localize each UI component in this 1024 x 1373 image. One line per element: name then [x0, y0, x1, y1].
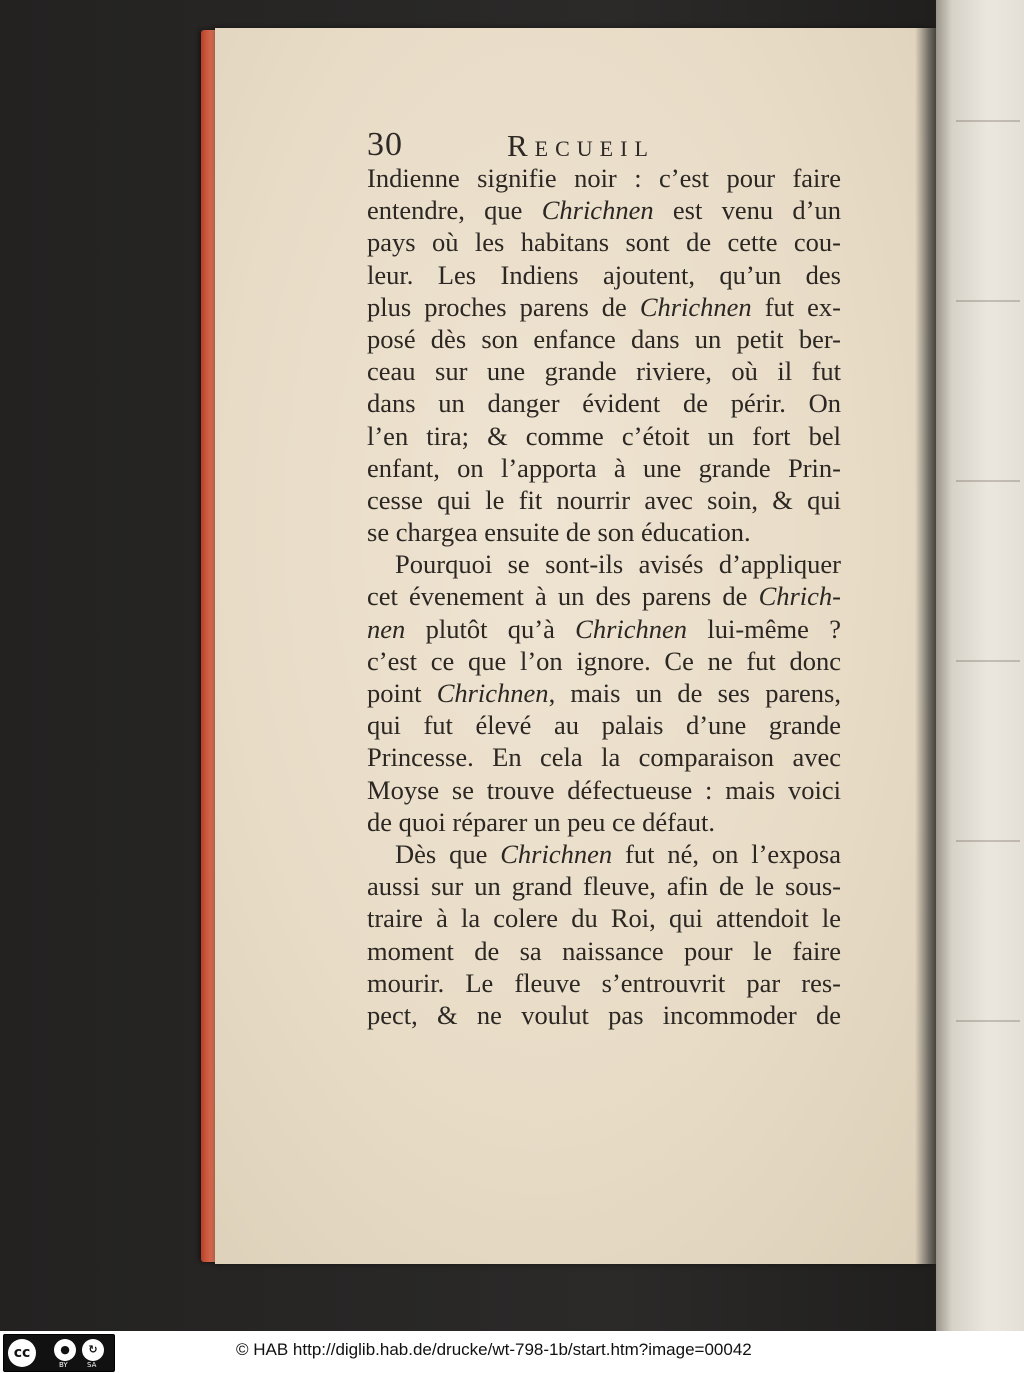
sa-label: SA	[87, 1361, 97, 1369]
text-line	[367, 259, 841, 291]
text-run: mourir. Le fleuve s’entrouvrit par res-	[367, 967, 841, 998]
text-line	[367, 838, 841, 870]
text-run: se chargea ensuite de son éducation.	[367, 517, 751, 548]
text-run: pect, & ne voulut pas incommoder de	[367, 999, 841, 1030]
text-run: l’en tira; & comme c’étoit un fort bel	[367, 420, 841, 451]
text-line	[367, 355, 841, 387]
italic-name: Chrichnen	[541, 195, 654, 226]
text-run: dans un danger évident de périr. On	[367, 388, 841, 419]
text-run: cesse qui le fit nourrir avec soin, & qui	[367, 484, 841, 515]
attribution-icon: ●	[54, 1339, 76, 1361]
page-header	[367, 126, 837, 166]
text-line	[367, 870, 841, 902]
text-line	[367, 226, 841, 258]
text-line	[367, 967, 841, 999]
share-alike-icon: ↻	[82, 1339, 104, 1361]
text-line	[367, 516, 841, 548]
running-head: Recueil	[507, 128, 655, 163]
text-run: est venu d’un	[653, 195, 841, 226]
italic-name: Chrich-	[758, 581, 841, 612]
text-line	[367, 806, 841, 838]
text-line	[367, 741, 841, 773]
text-run: moment de sa naissance pour le faire	[367, 935, 841, 966]
text-line	[367, 162, 841, 194]
text-line	[367, 999, 841, 1031]
text-run: enfant, on l’apporta à une grande Prin-	[367, 452, 841, 483]
text-run: Dès que	[395, 838, 501, 869]
text-run: plutôt qu’à	[405, 613, 576, 644]
text-line	[367, 935, 841, 967]
body-text	[367, 162, 841, 1031]
text-run: fut né, on l’exposa	[612, 838, 841, 869]
text-run: , mais un de ses parens,	[548, 678, 841, 708]
text-run: qui fut élevé au palais d’une grande	[367, 710, 841, 741]
text-run: point	[367, 678, 437, 708]
text-line	[367, 774, 841, 806]
by-label: BY	[59, 1361, 68, 1369]
cc-icon: cc	[8, 1339, 36, 1367]
text-run: c’est ce que l’on ignore. Ce ne fut donc	[367, 645, 841, 676]
text-line	[367, 194, 841, 226]
text-run: plus proches parens de	[367, 291, 640, 322]
text-line	[367, 548, 841, 580]
text-run: lui-même ?	[687, 613, 841, 644]
text-line	[367, 580, 841, 612]
text-run: posé dès son enfance dans un petit ber-	[367, 323, 841, 354]
text-line	[367, 613, 841, 645]
text-line	[367, 902, 841, 934]
facing-page	[936, 0, 1024, 1331]
italic-name: Chrichnen	[436, 678, 549, 708]
text-line	[367, 484, 841, 516]
italic-name: nen	[367, 613, 406, 644]
text-run: aussi sur un grand fleuve, afin de le sous-	[367, 871, 841, 902]
text-run: cet évenement à un des parens de	[367, 581, 759, 612]
italic-name: Chrichnen	[500, 838, 613, 869]
text-run: entendre, que	[367, 195, 542, 226]
text-run: Indienne signifie noir : c’est pour faire	[367, 163, 841, 193]
footer-bar	[0, 1331, 1024, 1373]
copyright-link[interactable]: © HAB http://diglib.hab.de/drucke/wt-798-1b/start.htm?image=00042	[236, 1340, 752, 1359]
text-line	[367, 677, 841, 709]
text-line	[367, 291, 841, 323]
text-run: de quoi réparer un peu ce défaut.	[367, 806, 716, 837]
text-run: traire à la colere du Roi, qui attendoit le	[367, 903, 841, 934]
text-line	[367, 645, 841, 677]
text-run: Moyse se trouve défectueuse : mais voici	[367, 774, 841, 805]
text-run: leur. Les Indiens ajoutent, qu’un des	[367, 259, 841, 290]
text-line	[367, 420, 841, 452]
text-run: Pourquoi se sont-ils avisés d’appliquer	[395, 549, 841, 580]
text-line	[367, 323, 841, 355]
text-run: fut ex-	[751, 291, 841, 322]
cc-license-badge[interactable]	[3, 1334, 115, 1372]
text-line	[367, 709, 841, 741]
text-line	[367, 452, 841, 484]
page-number: 30	[367, 126, 403, 163]
italic-name: Chrichnen	[639, 291, 752, 322]
text-run: Princesse. En cela la comparaison avec	[367, 742, 841, 773]
italic-name: Chrichnen	[575, 613, 688, 644]
text-line	[367, 387, 841, 419]
text-run: ceau sur une grande riviere, où il fut	[367, 356, 841, 387]
text-run: pays où les habitans sont de cette cou-	[367, 227, 841, 258]
